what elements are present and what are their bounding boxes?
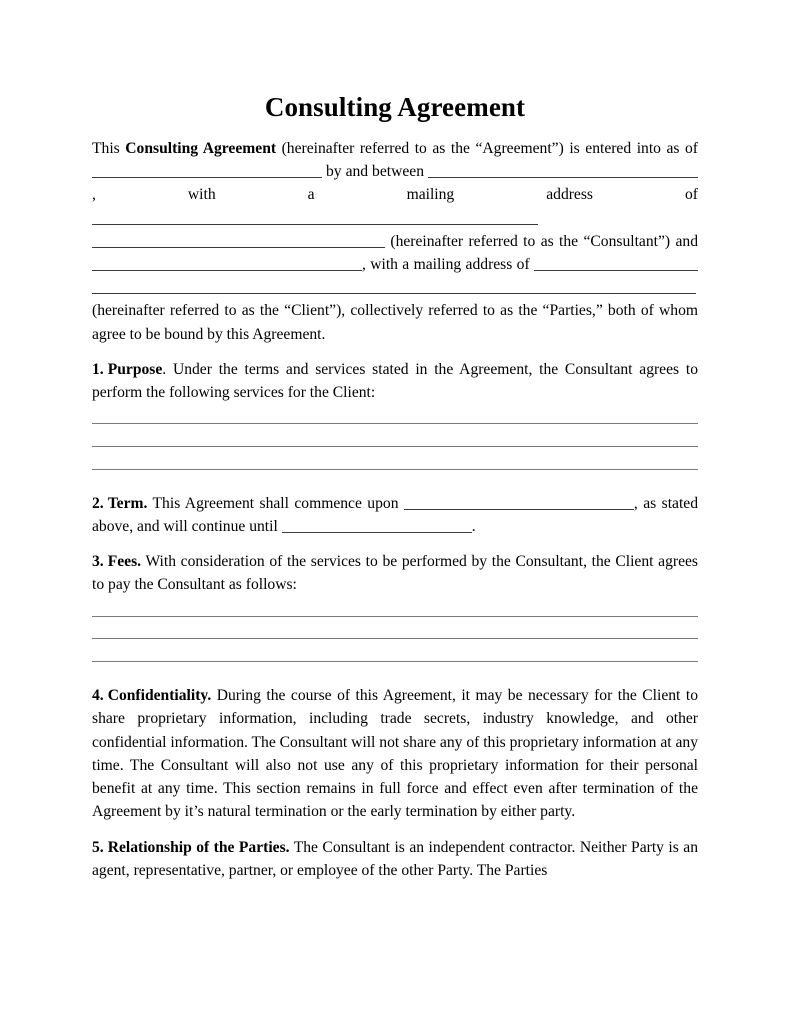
blank-consultant-name[interactable] [428,162,698,178]
section-2-body-2: , as stated above, and will continue until [92,494,699,536]
blank-consultant-address-line2[interactable] [92,232,385,248]
fees-fill-line-2[interactable] [92,638,698,639]
section-4-body: During the course of this Agreement, it may be necessary for the Client to share proprietary information, including trade secrets, industry knowledge, and other confidential information. The Consultant will not share any of this proprietary information at any time. The Consultant will also not use any of this proprietary information for their personal benefit at any time. This section remains in full force and effect even after termination of the Agreement by it’s natural termination or the early termination by either party. [92,687,698,821]
section-1-heading-period: . [162,360,167,378]
title-spacer [92,123,698,137]
blank-commencement-date[interactable] [404,494,634,510]
section-5-relationship [92,836,698,882]
blank-consultant-address-line1[interactable] [92,209,538,225]
preamble-agreement-bold: Consulting Agreement [125,140,277,158]
blank-effective-date[interactable] [92,162,322,178]
blank-termination-date[interactable] [282,517,472,533]
section-4-heading: Confidentiality. [107,687,212,705]
spacer-before-section-3 [92,538,698,550]
section-1-body: Under the terms and services stated in the Agreement, the Consultant agrees to perform the following services for the Client: [92,360,698,402]
section-3-number: 3. [92,553,104,571]
spacer-before-section-1 [92,346,698,358]
blank-client-address-line1[interactable] [534,255,698,271]
document-content [92,0,698,882]
spacer-before-purpose-rules [92,404,698,423]
section-3-heading: Fees. [107,553,142,571]
purpose-fill-lines [92,423,698,470]
section-1-number: 1. [92,360,104,378]
page-title: Consulting Agreement [264,92,526,122]
section-2-number: 2. [92,494,104,512]
section-5-number: 5. [92,838,104,856]
section-2-term [92,492,698,538]
preamble-text-1: This [92,140,126,158]
purpose-fill-line-1[interactable] [92,423,698,424]
section-2-body-1: This Agreement shall commence upon [147,494,404,512]
section-1-purpose [92,358,698,404]
spacer-after-fees-rules [92,662,698,684]
blank-client-address-line2[interactable] [92,278,696,294]
spacer-before-fees-rules [92,597,698,616]
blank-client-name[interactable] [92,255,362,271]
section-3-body: With consideration of the services to be performed by the Consultant, the Client agrees to pay the Consultant as follows: [92,553,698,594]
section-3-fees [92,550,698,596]
fees-fill-lines [92,616,698,663]
spacer-after-purpose-rules [92,470,698,492]
fees-fill-line-1[interactable] [92,616,698,617]
section-4-confidentiality [92,684,698,823]
section-4-number: 4. [92,687,104,705]
purpose-fill-line-2[interactable] [92,446,698,447]
preamble-text-2: (hereinafter referred to as the “Agreement”) is entered into as of [276,140,698,158]
preamble-paragraph [92,137,698,299]
section-5-heading: Relationship of the Parties. [107,838,290,856]
section-5-body: The Consultant is an independent contractor. Neither Party is an agent, representative, partner, or employee of the other Party. The Parties [92,838,699,879]
section-2-heading: Term. [107,494,148,512]
spacer-before-section-5 [92,824,698,836]
preamble-parties-paragraph: (hereinafter referred to as the “Client”), collectively referred to as the “Parties,” both of whom agree to be bound by this Agreement. [92,302,698,343]
section-2-body-3: . [471,518,476,536]
preamble-text-3: by and between [322,163,428,181]
preamble-text-4: , with a mailing address of [92,186,698,204]
section-1-heading: Purpose [107,360,163,378]
preamble-text-6: , with a mailing address of [362,256,534,274]
preamble-text-5: (hereinafter referred to as the “Consultant”) and [385,232,698,250]
